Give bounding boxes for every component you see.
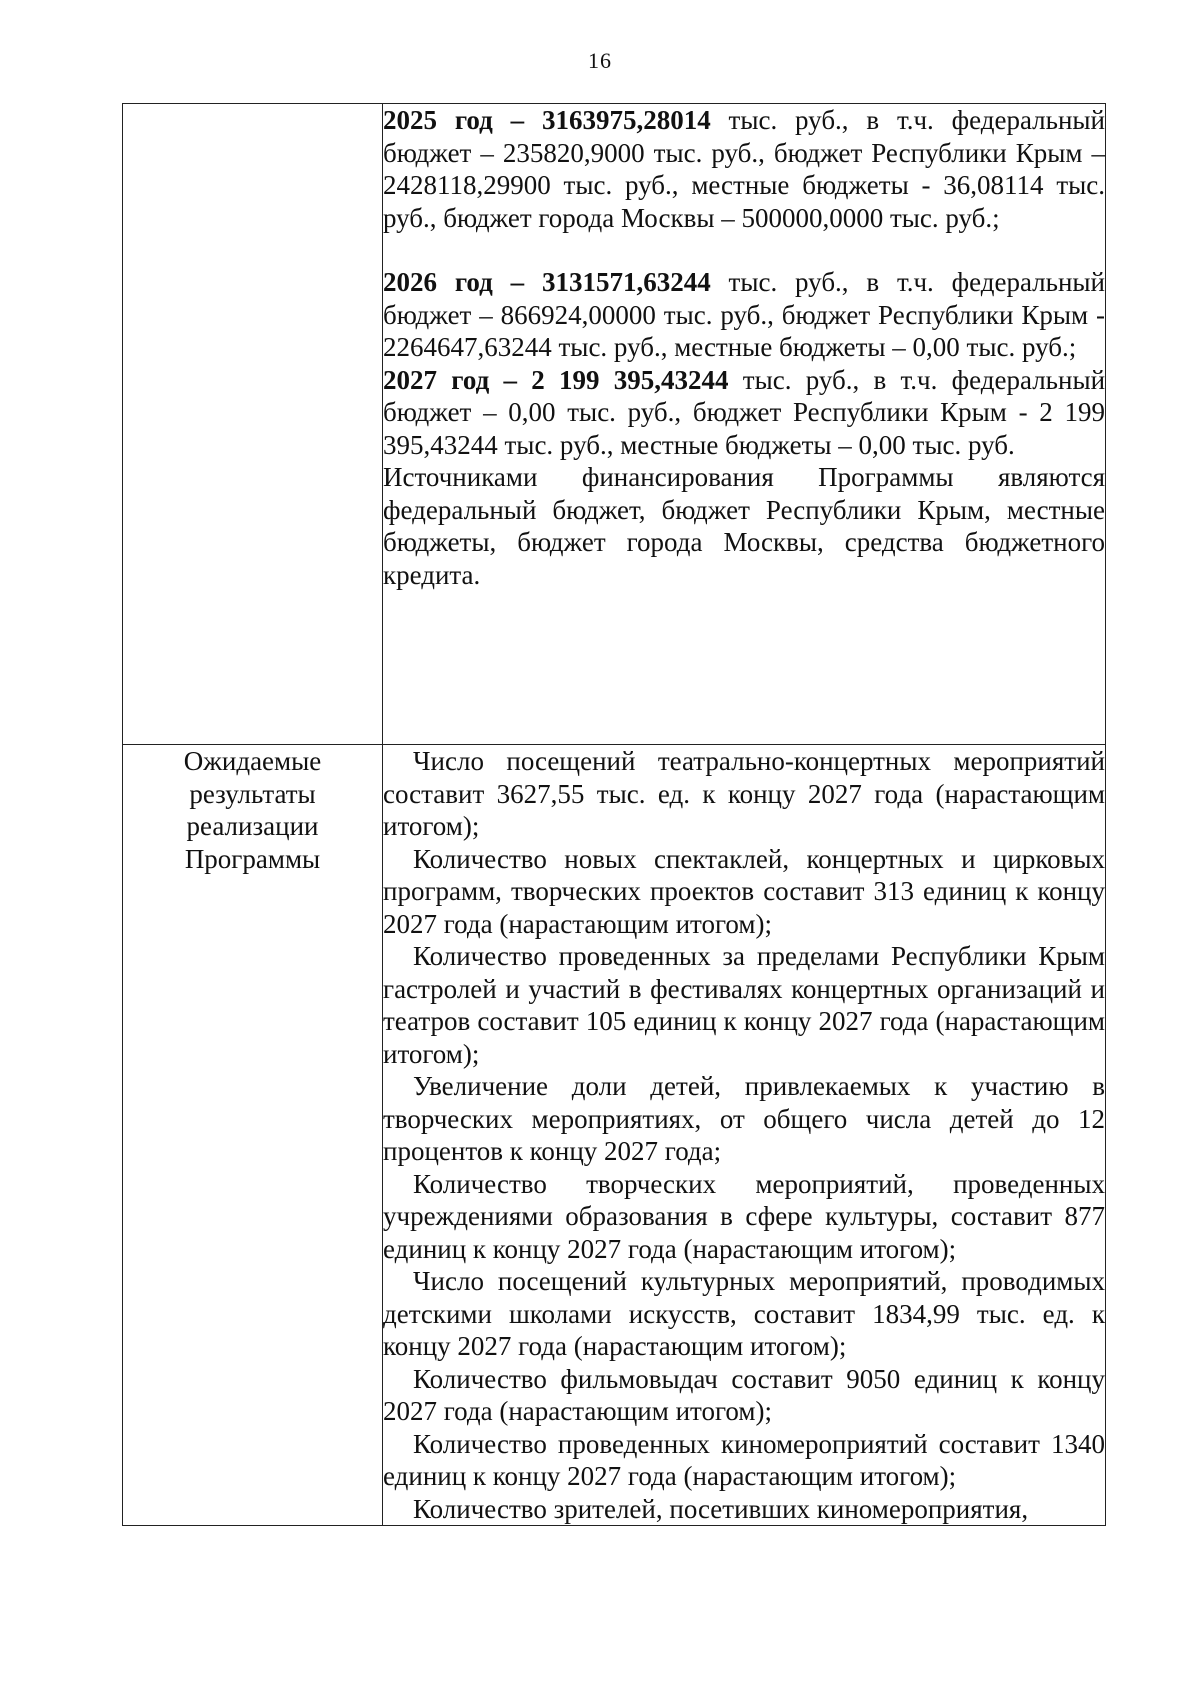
result-item: Увеличение доли детей, привлекаемых к участию в творческих мероприятиях, от общего числа детей до 12 процентов к концу 2027 года; <box>383 1071 1105 1166</box>
spacer <box>383 234 1105 266</box>
funding-2025-text: тыс. руб., в т.ч. федеральный бюджет – 235820,9000 тыс. руб., бюджет Республики Крым – 2428118,29900 тыс. руб., местные бюджеты - 36,08114 тыс. руб., бюджет города Москвы – 500000,0000 тыс. руб.; <box>383 105 1106 233</box>
funding-2027 <box>383 364 1105 462</box>
result-item: Число посещений театрально-концертных мероприятий составит 3627,55 тыс. ед. к концу 2027 года (нарастающим итогом); <box>383 746 1105 841</box>
result-item: Количество проведенных киномероприятий составит 1340 единиц к концу 2027 года (нарастающим итогом); <box>383 1428 1105 1491</box>
year-2026-label: 2026 год – 3131571,63244 <box>383 267 711 297</box>
funding-label-cell <box>123 104 383 745</box>
result-item: Количество новых спектаклей, концертных и цирковых программ, творческих проектов составит 313 единиц к концу 2027 года (нарастающим итогом); <box>383 843 1105 939</box>
result-item: Количество фильмовыдач составит 9050 единиц к концу 2027 года (нарастающим итогом); <box>383 1363 1105 1426</box>
funding-cell <box>383 104 1106 745</box>
results-cell <box>383 745 1106 1526</box>
page-number: 16 <box>588 48 612 73</box>
funding-2027-text: тыс. руб., в т.ч. федеральный бюджет – 0,00 тыс. руб., бюджет Республики Крым - 2 199 395,43244 тыс. руб., местные бюджеты – 0,00 тыс. руб. <box>383 364 1106 460</box>
funding-2026 <box>383 266 1105 364</box>
funding-row <box>123 104 1106 745</box>
program-passport-table <box>122 103 1106 1526</box>
year-2027-label: 2027 год – 2 199 395,43244 <box>383 364 729 395</box>
result-item: Количество творческих мероприятий, проведенных учреждениями образования в сфере культуры, составит 877 единиц к концу 2027 года (нарастающим итогом); <box>383 1168 1105 1264</box>
result-item: Число посещений культурных мероприятий, проводимых детскими школами искусств, составит 1834,99 тыс. ед. к концу 2027 года (нарастающим итогом); <box>383 1266 1105 1361</box>
result-item: Количество зрителей, посетивших киномероприятия, <box>413 1493 1029 1524</box>
funding-2025 <box>383 104 1105 234</box>
year-2025-label: 2025 год – 3163975,28014 <box>383 105 711 135</box>
funding-2026-text: тыс. руб., в т.ч. федеральный бюджет – 866924,00000 тыс. руб., бюджет Республики Крым - 2264647,63244 тыс. руб., местные бюджеты – 0,00 тыс. руб.; <box>383 267 1106 362</box>
results-row <box>123 745 1106 1526</box>
funding-sources: Источниками финансирования Программы являются федеральный бюджет, бюджет Республики Крым, местные бюджеты, бюджет города Москвы, средства бюджетного кредита. <box>383 462 1105 590</box>
results-label: Ожидаемые результаты реализации Программы <box>123 745 383 1526</box>
result-item: Количество проведенных за пределами Республики Крым гастролей и участий в фестивалях концертных организаций и театров составит 105 единиц к концу 2027 года (нарастающим итогом); <box>383 941 1105 1069</box>
